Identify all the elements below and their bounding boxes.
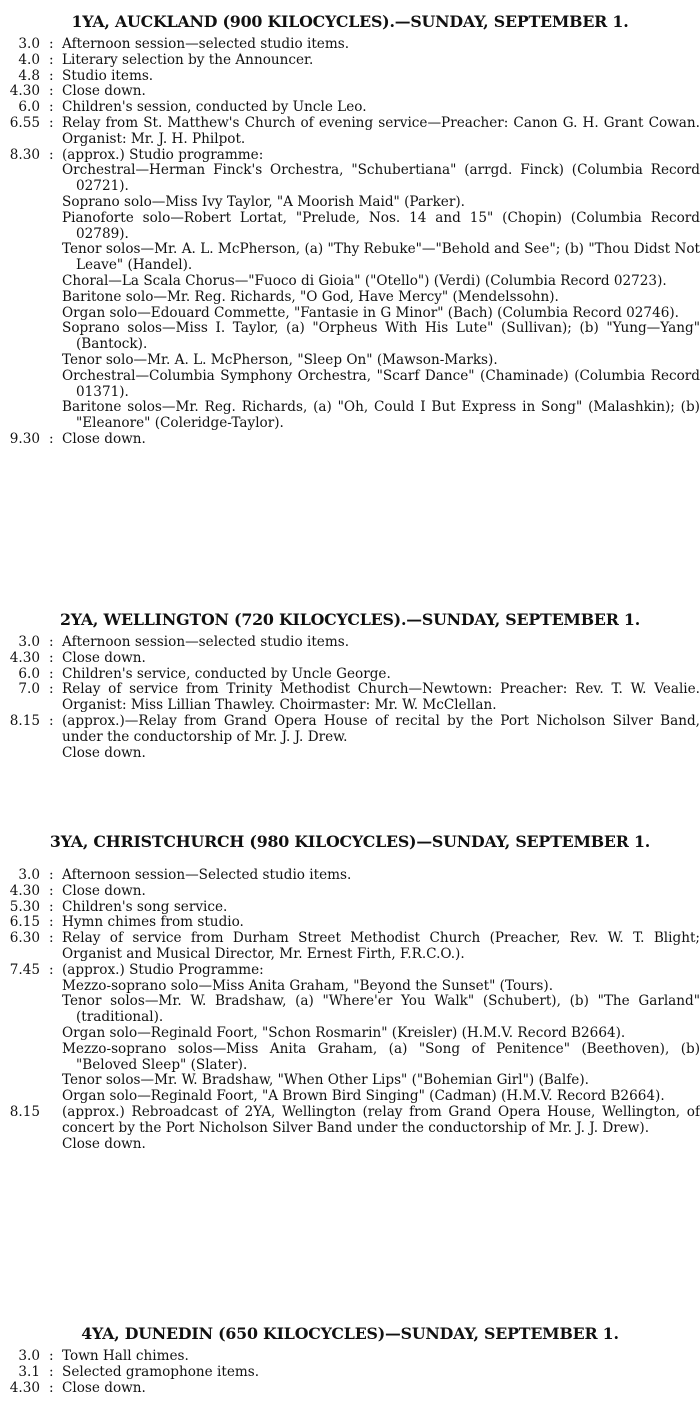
entry-time: 3.0 [18,36,40,52]
entry-time: 4.30 [9,83,40,100]
entry-tail: Close down. [62,1135,146,1152]
programme-entry: 4.8 : Studio items. [0,69,700,85]
section-2ya-wellington [0,606,700,761]
entry-time: 3.0 [18,867,40,883]
entry-time: 6.30 [9,930,40,947]
entry-time: 6.0 [18,99,40,116]
entry-time: 6.55 [9,114,40,131]
programme-entry: 7.45 : (approx.) Studio Programme: Mezzo-soprano solo—Miss Anita Graham, "Beyond the Sunset" (Tours). Tenor solos—Mr. W. Bradshaw, (a) "Where'er You Walk" (Schubert), (b) "The Garland" (traditional). Organ solo—Reginald Foort, "Schon Rosmarin" (Kreisler) (H.M.V. Record B2664). Mezzo-soprano solos—Miss Anita Graham, (a) "Song of Penitence" (Beethoven), (b) "Beloved Sleep" (Slater). Tenor solos—Mr. W. Bradshaw, "When Other Lips" ("Bohemian Girl") (Balfe). Organ solo—Reginald Foort, "A Brown Bird Singing" (Cadman) (H.M.V. Record B2664). [0,963,700,1105]
entry-text: (approx.) Studio Programme: [62,961,264,978]
programme-entry: 4.0 : Literary selection by the Announcer. [0,53,700,69]
entry-text: Close down. [62,430,146,447]
programme-item: Organ solo—Edouard Commette, "Fantasie in G Minor" (Bach) (Columbia Record 02746). [62,304,679,321]
programme-entry: 6.0 : Children's service, conducted by Uncle George. [0,667,700,683]
programme-entry: 4.30 : Close down. [0,84,700,100]
entry-time: 4.30 [9,1379,40,1396]
programme-entry: 9.30 : Close down. [0,432,700,448]
programme-entry: 6.55 : Relay from St. Matthew's Church of evening service—Preacher: Canon G. H. Grant Cowan. Organist: Mr. J. H. Philpot. [0,116,700,148]
programme-entry: 4.30 : Close down. [0,651,700,667]
programme-item: Organ solo—Reginald Foort, "A Brown Bird Singing" (Cadman) (H.M.V. Record B2664). [62,1088,665,1105]
entry-text: Afternoon session—selected studio items. [62,634,350,650]
entry-time: 4.0 [18,51,40,68]
entry-time: 4.30 [9,882,40,899]
entry-text: Close down. [62,649,146,666]
programme-item: Tenor solos—Mr. W. Bradshaw, (a) "Where'er You Walk" (Schubert), (b) "The Garland" (traditional). [62,993,700,1026]
programme-item: Mezzo-soprano solo—Miss Anita Graham, "Beyond the Sunset" (Tours). [62,977,554,994]
programme-entry: 3.0 : Afternoon session—selected studio items. [0,635,700,651]
section-1ya-auckland [0,8,700,448]
programme-entry: 3.0 : Town Hall chimes. [0,1349,700,1365]
programme-list [0,1348,700,1396]
entry-text: (approx.) Studio programme: [62,146,264,163]
entry-time: 4.8 [18,67,40,84]
entry-text: Literary selection by the Announcer. [62,51,314,68]
section-4ya-dunedin [0,1320,700,1396]
entry-time: 9.30 [9,430,40,447]
entry-time: 3.1 [18,1363,40,1380]
entry-text: Relay of service from Trinity Methodist Church—Newtown: Preacher: Rev. T. W. Vealie. Organist: Miss Lillian Thawley. Choirmaster: Mr. W. McClellan. [62,681,700,714]
programme-entry: 6.0 : Children's session, conducted by Uncle Leo. [0,100,700,116]
programme-entry: 8.15 : (approx.)—Relay from Grand Opera House of recital by the Port Nicholson Silver Band, under the conductorship of Mr. J. J. Drew. Close down. [0,714,700,761]
entry-time: 8.15 [9,1103,40,1120]
entry-text: Close down. [62,1379,146,1396]
programme-entry: 4.30 : Close down. [0,884,700,900]
entry-time: 8.30 [9,146,40,163]
programme-item: Orchestral—Columbia Symphony Orchestra, "Scarf Dance" (Chaminade) (Columbia Record 01371). [62,367,700,400]
programme-item: Tenor solo—Mr. A. L. McPherson, "Sleep On" (Mawson-Marks). [62,351,498,368]
programme-entry: 6.15 : Hymn chimes from studio. [0,915,700,931]
programme-entry: 3.0 : Afternoon session—selected studio items. [0,37,700,53]
programme-entry: 4.30 : Close down. [0,1381,700,1397]
programme-item: Orchestral—Herman Finck's Orchestra, "Schubertiana" (arrgd. Finck) (Columbia Record 02721). [62,162,700,195]
entry-text: Relay of service from Durham Street Methodist Church (Preacher, Rev. W. T. Blight; Organist and Musical Director, Mr. Ernest Firth, F.R.C.O.). [62,930,700,962]
programme-item: Pianoforte solo—Robert Lortat, "Prelude, Nos. 14 and 15" (Chopin) (Columbia Record 02789). [62,209,700,242]
entry-text: Studio items. [62,67,154,84]
entry-time: 6.0 [18,665,40,682]
programme-item: Mezzo-soprano solos—Miss Anita Graham, (a) "Song of Penitence" (Beethoven), (b) "Beloved Sleep" (Slater). [62,1040,700,1073]
entry-time: 3.0 [18,634,40,650]
programme-list [0,856,700,1152]
section-heading: 3YA, CHRISTCHURCH (980 KILOCYCLES)—SUNDAY, SEPTEMBER 1. [49,832,651,851]
entry-text: Close down. [62,882,146,899]
entry-text: Hymn chimes from studio. [62,914,244,931]
entry-time: 4.30 [9,649,40,666]
entry-time: 3.0 [18,1348,40,1364]
programme-entry [0,1105,700,1152]
entry-time: 5.30 [9,898,40,915]
programme-list [0,634,700,761]
section-heading: 2YA, WELLINGTON (720 KILOCYCLES).—SUNDAY, SEPTEMBER 1. [59,610,641,629]
entry-text: Children's service, conducted by Uncle George. [62,665,391,682]
entry-text: Selected gramophone items. [62,1363,260,1380]
programme-item: Baritone solos—Mr. Reg. Richards, (a) "Oh, Could I But Express in Song" (Malashkin); (b) "Eleanore" (Coleridge-Taylor). [62,399,700,432]
entry-time: 8.15 [9,712,40,729]
entry-text: Close down. [62,83,146,100]
programme-item: Tenor solos—Mr. W. Bradshaw, "When Other Lips" ("Bohemian Girl") (Balfe). [62,1072,589,1089]
entry-text: Afternoon session—selected studio items. [62,36,350,52]
programme-entry: 7.0 : Relay of service from Trinity Methodist Church—Newtown: Preacher: Rev. T. W. Vealie. Organist: Miss Lillian Thawley. Choirmaster: Mr. W. McClellan. [0,682,700,714]
programme-entry: 3.0 : Afternoon session—Selected studio items. [0,868,700,884]
entry-time: 7.0 [18,681,40,698]
entry-text: Town Hall chimes. [62,1348,189,1364]
section-3ya-christchurch [0,828,700,1152]
entry-text: Relay from St. Matthew's Church of evening service—Preacher: Canon G. H. Grant Cowan. Organist: Mr. J. H. Philpot. [62,114,700,147]
programme-entry: 6.30 : Relay of service from Durham Street Methodist Church (Preacher, Rev. W. T. Blight; Organist and Musical Director, Mr. Ernest Firth, F.R.C.O.). [0,931,700,963]
entry-text: (approx.)—Relay from Grand Opera House of recital by the Port Nicholson Silver Band, under the conductorship of Mr. J. J. Drew. [62,712,700,745]
programme-entry: 8.30 : (approx.) Studio programme: Orchestral—Herman Finck's Orchestra, "Schubertiana" (arrgd. Finck) (Columbia Record 02721). Soprano solo—Miss Ivy Taylor, "A Moorish Maid" (Parker). Pianoforte solo—Robert Lortat, "Prelude, Nos. 14 and 15" (Chopin) (Columbia Record 02789). Tenor solos—Mr. A. L. McPherson, (a) "Thy Rebuke"—"Behold and See"; (b) "Thou Didst Not Leave" (Handel). Choral—La Scala Chorus—"Fuoco di Gioia" ("Otello") (Verdi) (Columbia Record 02723). Baritone solo—Mr. Reg. Richards, "O God, Have Mercy" (Mendelssohn). Organ solo—Edouard Commette, "Fantasie in G Minor" (Bach) (Columbia Record 02746). Soprano solos—Miss I. Taylor, (a) "Orpheus With His Lute" (Sullivan); (b) "Yung—Yang" (Bantock). Tenor solo—Mr. A. L. McPherson, "Sleep On" (Mawson-Marks). Orchestral—Columbia Symphony Orchestra, "Scarf Dance" (Chaminade) (Columbia Record 01371). Baritone solos—Mr. Reg. Richards, (a) "Oh, Could I But Express in Song" (Malashkin); (b) "Eleanore" (Coleridge-Taylor). [0,148,700,432]
entry-text: Children's session, conducted by Uncle Leo. [62,99,367,116]
programme-item: Baritone solo—Mr. Reg. Richards, "O God, Have Mercy" (Mendelssohn). [62,288,559,305]
programme-item: Soprano solos—Miss I. Taylor, (a) "Orpheus With His Lute" (Sullivan); (b) "Yung—Yang" (Bantock). [62,320,700,353]
entry-text: (approx.) Rebroadcast of 2YA, Wellington (relay from Grand Opera House, Wellington, of concert by the Port Nicholson Silver Band under the conductorship of Mr. J. J. Drew). [62,1103,700,1136]
programme-item: Soprano solo—Miss Ivy Taylor, "A Moorish Maid" (Parker). [62,193,465,210]
section-heading: 4YA, DUNEDIN (650 KILOCYCLES)—SUNDAY, SEPTEMBER 1. [81,1324,619,1343]
programme-list [0,36,700,448]
entry-time: 7.45 [9,961,40,978]
programme-item: Tenor solos—Mr. A. L. McPherson, (a) "Thy Rebuke"—"Behold and See"; (b) "Thou Didst Not Leave" (Handel). [62,241,700,274]
programme-entry: 3.1 : Selected gramophone items. [0,1365,700,1381]
entry-time: 6.15 [9,914,40,931]
programme-item: Choral—La Scala Chorus—"Fuoco di Gioia" ("Otello") (Verdi) (Columbia Record 02723). [62,272,667,289]
entry-text: Afternoon session—Selected studio items. [62,867,352,883]
entry-tail: Close down. [62,744,146,761]
section-heading: 1YA, AUCKLAND (900 KILOCYCLES).—SUNDAY, SEPTEMBER 1. [71,12,629,31]
entry-text: Children's song service. [62,898,228,915]
programme-item: Organ solo—Reginald Foort, "Schon Rosmarin" (Kreisler) (H.M.V. Record B2664). [62,1024,626,1041]
programme-entry: 5.30 : Children's song service. [0,900,700,916]
